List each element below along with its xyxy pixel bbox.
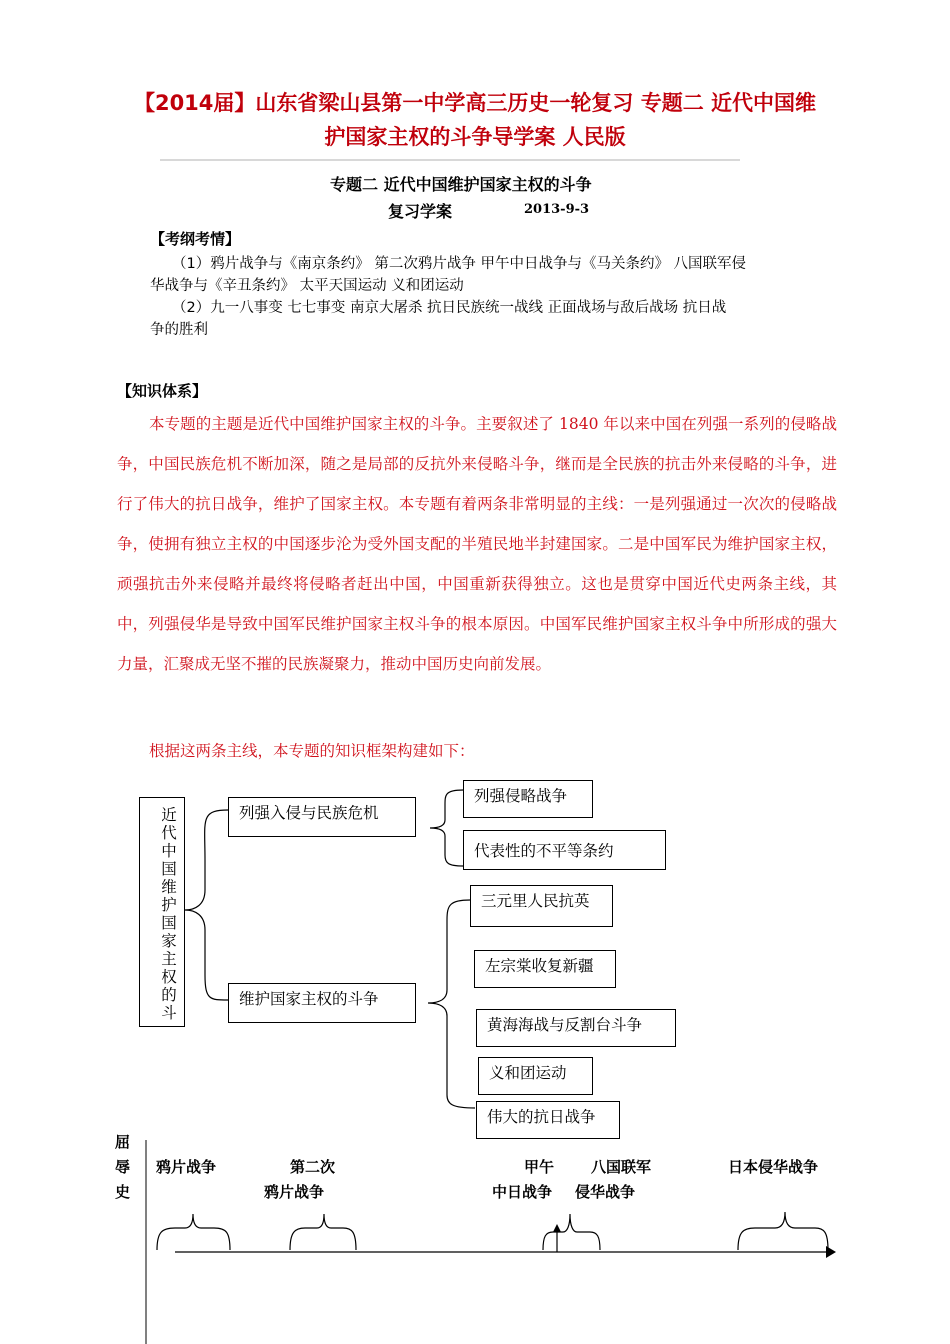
root-box	[139, 797, 185, 1027]
side-char: 屈	[115, 1133, 131, 1151]
side-char: 辱	[115, 1158, 131, 1176]
syllabus-line3: （2）九一八事变 七七事变 南京大屠杀 抗日民族统一战线 正面战场与敌后战场 抗日战	[172, 300, 727, 316]
root-char: 近	[161, 806, 177, 824]
syllabus-line4: 争的胜利	[150, 322, 208, 338]
root-char: 国	[161, 860, 177, 878]
node-sanyuanli: 三元里人民抗英	[470, 885, 613, 927]
root-char: 维	[161, 878, 177, 896]
root-char: 中	[161, 842, 177, 860]
root-char: 主	[161, 950, 177, 968]
event-second-opium-war-line2: 鸦片战争	[264, 1183, 325, 1201]
node-anti-japanese: 伟大的抗日战争	[476, 1101, 620, 1139]
node-xinjiang: 左宗棠收复新疆	[474, 950, 616, 988]
event-eight-nation-line2: 侵华战争	[575, 1183, 636, 1201]
document-title-line1: 【2014届】山东省梁山县第一中学高三历史一轮复习 专题二 近代中国维	[133, 91, 817, 115]
plan-date: 2013-9-3	[524, 202, 590, 217]
root-char: 权	[161, 968, 177, 986]
knowledge-paragraph: 本专题的主题是近代中国维护国家主权的斗争。主要叙述了 1840 年以来中国在列强一系列的侵略战争，中国民族危机不断加深，随之是局部的反抗外来侵略斗争，继而是全民族的抗击外来侵略的斗争，进行了伟大的抗日战争，维护了国家主权。本专题有着两条非常明显的主线：一是列强通过一次次的侵略战争，使拥有独立主权的中国逐步沦为受外国支配的半殖民地半封建国家。二是中国军民为维护国家主权，顽强抗击外来侵略并最终将侵略者赶出中国，中国重新获得独立。这也是贯穿中国近代史两条主线，其中，列强侵华是导致中国军民维护国家主权斗争的根本原因。中国军民维护国家主权斗争中所形成的强大力量，汇聚成无坚不摧的民族凝聚力，推动中国历史向前发展。	[117, 415, 837, 673]
knowledge-heading: 【知识体系】	[117, 382, 208, 400]
root-char: 的	[161, 986, 177, 1004]
node-unequal-treaties: 代表性的不平等条约	[463, 830, 666, 870]
event-jiawu-line1: 甲午	[524, 1158, 555, 1176]
node-boxer: 义和团运动	[478, 1057, 593, 1095]
node-aggression-wars: 列强侵略战争	[463, 780, 593, 818]
root-text	[154, 806, 184, 1022]
branch-box-struggle: 维护国家主权的斗争	[228, 983, 416, 1023]
root-char: 代	[161, 824, 177, 842]
syllabus-line2: 华战争与《辛丑条约》 太平天国运动 义和团运动	[150, 278, 464, 294]
event-eight-nation-line1: 八国联军	[591, 1158, 652, 1176]
event-japanese-invasion: 日本侵华战争	[728, 1158, 819, 1176]
document-title-line2: 护国家主权的斗争导学案 人民版	[324, 125, 626, 149]
timeline-side-label	[115, 1130, 130, 1205]
branch-box-invasion: 列强入侵与民族危机	[228, 797, 416, 837]
syllabus-line1: （1）鸦片战争与《南京条约》 第二次鸦片战争 甲午中日战争与《马关条约》 八国联军侵	[172, 256, 747, 272]
event-second-opium-war-line1: 第二次	[290, 1158, 336, 1176]
syllabus-heading: 【考纲考情】	[150, 230, 241, 248]
topic-heading: 专题二 近代中国维护国家主权的斗争	[330, 175, 592, 194]
side-char: 史	[115, 1183, 131, 1201]
framework-intro: 根据这两条主线，本专题的知识框架构建如下：	[149, 742, 475, 760]
event-jiawu-line2: 中日战争	[492, 1183, 553, 1201]
root-char: 国	[161, 914, 177, 932]
node-yellow-sea: 黄海海战与反割台斗争	[476, 1009, 676, 1047]
root-char: 护	[161, 896, 177, 914]
plan-heading: 复习学案	[388, 202, 453, 221]
root-char: 斗	[161, 1004, 177, 1022]
root-char: 家	[161, 932, 177, 950]
event-opium-war: 鸦片战争	[156, 1158, 217, 1176]
